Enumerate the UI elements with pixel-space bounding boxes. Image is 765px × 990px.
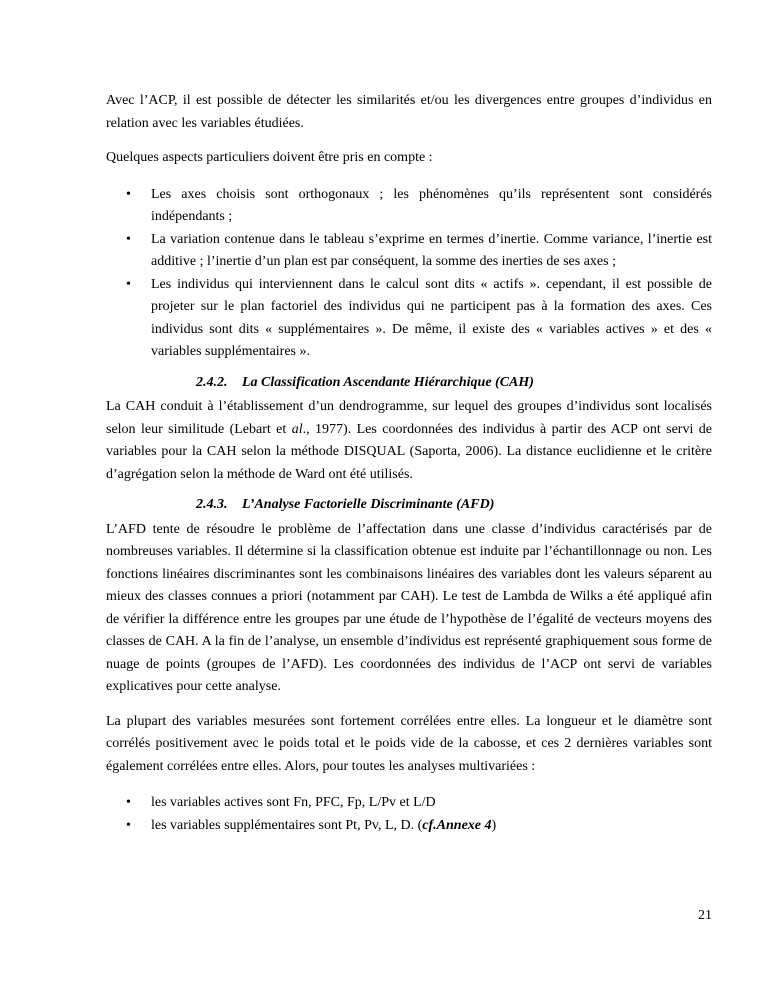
section-title: La Classification Ascendante Hiérarchique (CAH) bbox=[242, 374, 534, 390]
bullet-icon: • bbox=[126, 231, 131, 247]
annex-reference: cf.Annexe 4 bbox=[422, 817, 492, 833]
page-number: 21 bbox=[698, 908, 712, 923]
list-item: • les variables actives sont Fn, PFC, Fp, L/Pv et L/D bbox=[106, 792, 712, 815]
page-body bbox=[106, 90, 712, 837]
cah-paragraph: La CAH conduit à l’établissement d’un dendrogramme, sur lequel des groupes d’individus sont localisés selon leur similitude (Lebart et al., 1977). Les coordonnées des individus à partir des ACP ont servi de variables pour la CAH selon la méthode DISQUAL (Saporta, 2006). La distance euclidienne et le critère d’agrégation selon la méthode de Ward ont été utilisés. bbox=[106, 399, 712, 482]
variables-list bbox=[106, 792, 712, 837]
list-item: • Les individus qui interviennent dans le calcul sont dits « actifs ». cependant, il est possible de projeter sur le plan factoriel des individus qui ne participent pas à la formation des axes. Ces individus sont dits « supplémentaires ». De même, il existe des « variables actives » et des « variables supplémentaires ». bbox=[106, 274, 712, 364]
bullet-icon: • bbox=[126, 795, 131, 810]
list-item: • Les axes choisis sont orthogonaux ; les phénomènes qu’ils représentent sont considérés indépendants ; bbox=[106, 184, 712, 229]
correlation-paragraph: La plupart des variables mesurées sont fortement corrélées entre elles. La longueur et le diamètre sont corrélés positivement avec le poids total et le poids vide de la cabosse, et ces 2 dernières variables sont également corrélées entre elles. Alors, pour toutes les analyses multivariées : bbox=[106, 713, 712, 774]
list-item: • les variables supplémentaires sont Pt, Pv, L, D. (cf.Annexe 4) bbox=[106, 815, 712, 838]
section-number: 2.4.3. bbox=[196, 497, 228, 512]
section-heading-afd bbox=[106, 494, 712, 517]
section-title: L’Analyse Factorielle Discriminante (AFD) bbox=[242, 497, 495, 512]
intro-paragraph: Avec l’ACP, il est possible de détecter les similarités et/ou les divergences entre groupes d’individus en relation avec les variables étudiées. bbox=[106, 93, 712, 131]
afd-paragraph: L’AFD tente de résoudre le problème de l’affectation dans une classe d’individus caractérisés par de nombreuses variables. Il détermine si la classification obtenue est induite par l’échantillonnage ou non. Les fonctions linéaires discriminantes sont les combinaisons linéaires des variables dont les valeurs séparent au mieux des classes connues a priori (notamment par CAH). Le test de Lambda de Wilks a été appliqué afin de vérifier la différence entre les groupes par une étude de l’hypothèse de l’égalité de vecteurs moyens des classes de CAH. A la fin de l’analyse, un ensemble d’individus est représenté graphiquement sous forme de nuage de points (groupes de l’AFD). Les coordonnées des individus de l’ACP ont servi de variables explicatives pour cette analyse. bbox=[106, 521, 712, 694]
list-item: • La variation contenue dans le tableau s’exprime en termes d’inertie. Comme variance, l’inertie est additive ; l’inertie d’un plan est par conséquent, la somme des inerties de ses axes ; bbox=[106, 229, 712, 274]
bullet-icon: • bbox=[126, 186, 131, 202]
bullet-icon: • bbox=[126, 276, 131, 292]
aspects-list bbox=[106, 184, 712, 364]
aspects-paragraph: Quelques aspects particuliers doivent être pris en compte : bbox=[106, 150, 433, 165]
section-heading-cah bbox=[106, 372, 712, 395]
section-number: 2.4.2. bbox=[196, 374, 228, 390]
bullet-icon: • bbox=[126, 817, 131, 833]
